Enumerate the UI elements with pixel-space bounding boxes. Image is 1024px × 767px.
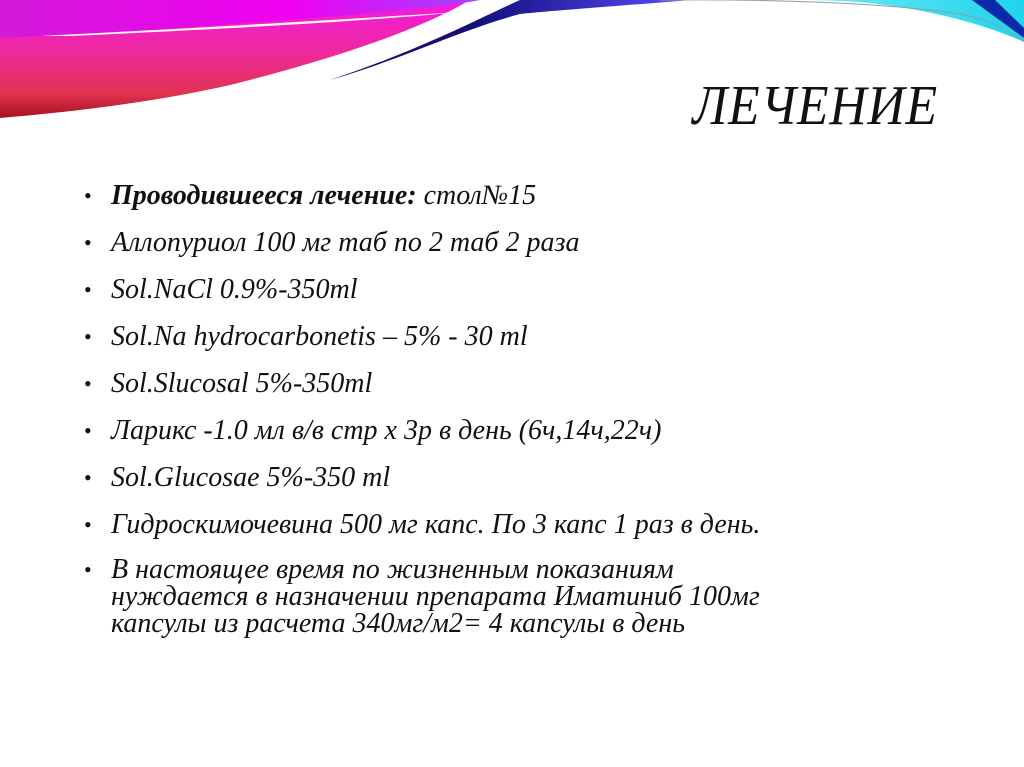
list-item-imatinib <box>84 556 964 637</box>
bullet-icon: • <box>84 230 92 255</box>
list-item-glucose <box>84 462 964 493</box>
treatment-list <box>84 180 964 653</box>
bullet-icon: • <box>84 465 92 490</box>
slide-title: ЛЕЧЕНИЕ <box>692 75 938 137</box>
item-text-line-1: В настоящее время по жизненным показаниям <box>111 554 674 585</box>
list-item-slucosal <box>84 368 964 399</box>
item-text: Sol.Na hydrocarbonetis – 5% - 30 ml <box>111 321 528 352</box>
item-text-line-3: капсулы из расчета 340мг/м2= 4 капсулы в день <box>111 608 685 639</box>
list-item-hydroxyurea <box>84 509 964 540</box>
item-text: Sol.Slucosal 5%-350ml <box>111 368 373 399</box>
bullet-icon: • <box>84 371 92 396</box>
bullet-icon: • <box>84 418 92 443</box>
list-item-allopurinol <box>84 227 964 258</box>
bullet-icon: • <box>84 512 92 537</box>
list-item-larix <box>84 415 964 446</box>
item-text: Гидроскимочевина 500 мг капс. По 3 капс 1 раз в день. <box>111 509 761 540</box>
list-item-nacl <box>84 274 964 305</box>
item-text: Sol.Glucosae 5%-350 ml <box>111 462 391 493</box>
bullet-icon: • <box>84 557 92 582</box>
item-bold-lead: Проводившееся лечение: <box>111 180 417 211</box>
bullet-icon: • <box>84 324 92 349</box>
item-text: Аллопуриол 100 мг таб по 2 таб 2 раза <box>111 227 580 258</box>
bullet-icon: • <box>84 277 92 302</box>
bullet-icon: • <box>84 183 92 208</box>
list-item-prior-treatment <box>84 180 964 211</box>
item-text: стол№15 <box>416 180 537 211</box>
item-text-line-2: нуждается в назначении препарата Иматиниб 100мг <box>111 581 760 612</box>
item-text: Sol.NaCl 0.9%-350ml <box>111 274 358 305</box>
item-text: Ларикс -1.0 мл в/в стр х 3р в день (6ч,14ч,22ч) <box>111 415 662 446</box>
list-item-na-hydrocarbonate <box>84 321 964 352</box>
